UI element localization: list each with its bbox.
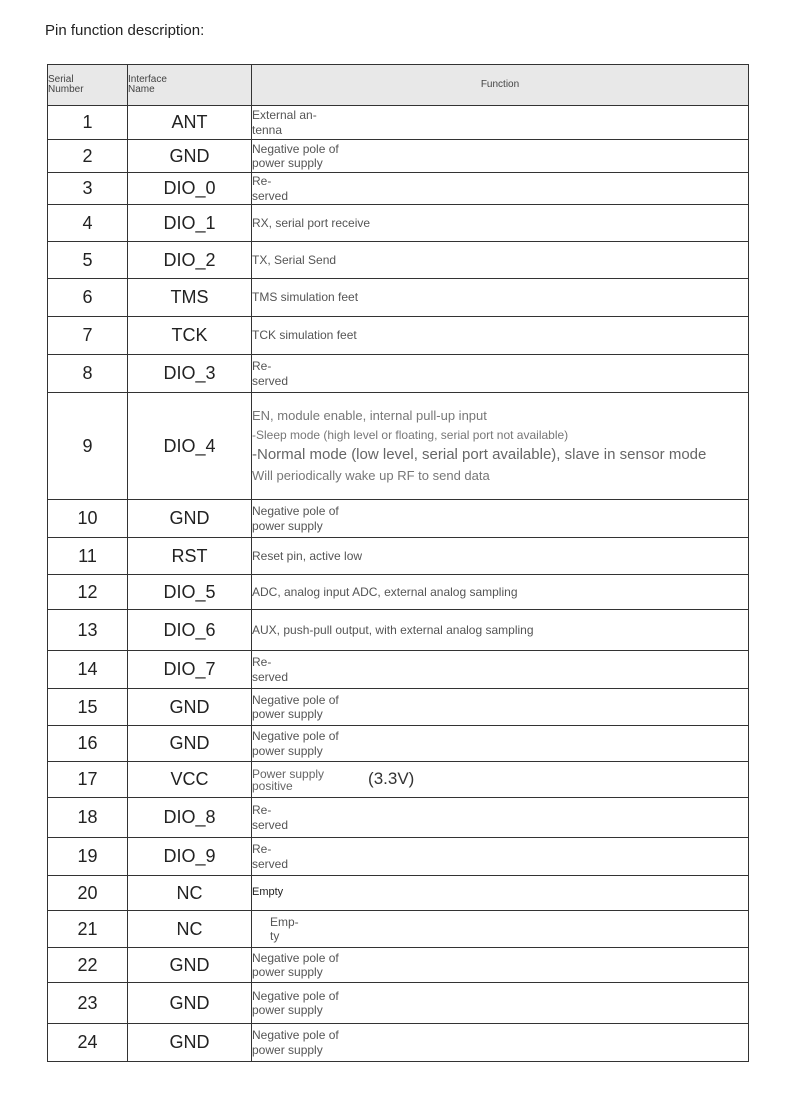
- serial-number: 1: [48, 106, 128, 140]
- interface-name: GND: [128, 948, 252, 983]
- function-text: TX, Serial Send: [252, 242, 749, 279]
- function-text: Re- served: [252, 651, 749, 689]
- serial-number: 20: [48, 876, 128, 911]
- interface-name: DIO_2: [128, 242, 252, 279]
- table-row: [48, 355, 749, 393]
- function-text: Negative pole of power supply: [252, 140, 749, 173]
- interface-name: GND: [128, 140, 252, 173]
- table-row: [48, 317, 749, 355]
- interface-name: ANT: [128, 106, 252, 140]
- function-text: Negative pole of power supply: [252, 948, 749, 983]
- interface-name: TCK: [128, 317, 252, 355]
- function-text: RX, serial port receive: [252, 205, 749, 242]
- table-row: [48, 838, 749, 876]
- serial-number: 15: [48, 689, 128, 726]
- table-row: [48, 538, 749, 575]
- interface-name: GND: [128, 983, 252, 1024]
- function-text: TCK simulation feet: [252, 317, 749, 355]
- serial-number: 5: [48, 242, 128, 279]
- table-row: [48, 393, 749, 500]
- table-row: [48, 651, 749, 689]
- header-serial-number: Serial Number: [48, 65, 128, 106]
- interface-name: DIO_8: [128, 798, 252, 838]
- table-row: [48, 205, 749, 242]
- serial-number: 13: [48, 610, 128, 651]
- table-row: [48, 610, 749, 651]
- table-row: [48, 140, 749, 173]
- interface-name: DIO_3: [128, 355, 252, 393]
- header-interface-name: Interface Name: [128, 65, 252, 106]
- header-function: Function: [252, 65, 749, 106]
- table-row: [48, 575, 749, 610]
- serial-number: 22: [48, 948, 128, 983]
- interface-name: RST: [128, 538, 252, 575]
- serial-number: 9: [48, 393, 128, 500]
- function-text: Negative pole of power supply: [252, 689, 749, 726]
- table-row: [48, 173, 749, 205]
- function-text: Emp- ty: [252, 911, 749, 948]
- serial-number: 21: [48, 911, 128, 948]
- function-text: Empty: [252, 876, 749, 911]
- function-text: Re- served: [252, 798, 749, 838]
- serial-number: 14: [48, 651, 128, 689]
- function-text: ADC, analog input ADC, external analog sampling: [252, 575, 749, 610]
- interface-name: NC: [128, 911, 252, 948]
- function-text: Reset pin, active low: [252, 538, 749, 575]
- interface-name: NC: [128, 876, 252, 911]
- interface-name: TMS: [128, 279, 252, 317]
- serial-number: 3: [48, 173, 128, 205]
- serial-number: 16: [48, 726, 128, 762]
- interface-name: DIO_9: [128, 838, 252, 876]
- table-row: [48, 689, 749, 726]
- function-text: EN, module enable, internal pull-up input -Sleep mode (high level or floating, serial port not available) -Normal mode (low level, serial port available), slave in sensor mode Will periodically wake up RF to send data: [252, 393, 749, 500]
- serial-number: 18: [48, 798, 128, 838]
- serial-number: 24: [48, 1024, 128, 1062]
- serial-number: 4: [48, 205, 128, 242]
- interface-name: GND: [128, 689, 252, 726]
- table-row: [48, 242, 749, 279]
- table-row: [48, 948, 749, 983]
- serial-number: 2: [48, 140, 128, 173]
- serial-number: 17: [48, 762, 128, 798]
- function-text: Negative pole of power supply: [252, 726, 749, 762]
- function-text: Re- served: [252, 355, 749, 393]
- pin-function-table: [47, 64, 749, 1062]
- serial-number: 10: [48, 500, 128, 538]
- table-row: [48, 876, 749, 911]
- function-text: AUX, push-pull output, with external analog sampling: [252, 610, 749, 651]
- serial-number: 23: [48, 983, 128, 1024]
- interface-name: GND: [128, 726, 252, 762]
- interface-name: DIO_4: [128, 393, 252, 500]
- function-text: Negative pole of power supply: [252, 500, 749, 538]
- table-row: [48, 798, 749, 838]
- function-text: Negative pole of power supply: [252, 1024, 749, 1062]
- function-text: Negative pole of power supply: [252, 983, 749, 1024]
- interface-name: GND: [128, 500, 252, 538]
- interface-name: DIO_7: [128, 651, 252, 689]
- table-row: [48, 279, 749, 317]
- function-text: External an- tenna: [252, 106, 749, 140]
- function-text: Re- served: [252, 838, 749, 876]
- interface-name: DIO_6: [128, 610, 252, 651]
- serial-number: 8: [48, 355, 128, 393]
- table-row: [48, 106, 749, 140]
- table-row: [48, 762, 749, 798]
- table-row: [48, 1024, 749, 1062]
- serial-number: 11: [48, 538, 128, 575]
- interface-name: VCC: [128, 762, 252, 798]
- interface-name: DIO_5: [128, 575, 252, 610]
- serial-number: 19: [48, 838, 128, 876]
- interface-name: GND: [128, 1024, 252, 1062]
- table-row: [48, 500, 749, 538]
- serial-number: 12: [48, 575, 128, 610]
- table-row: [48, 911, 749, 948]
- serial-number: 6: [48, 279, 128, 317]
- table-header-row: [48, 65, 749, 106]
- page-title: Pin function description:: [45, 22, 205, 39]
- table-row: [48, 726, 749, 762]
- interface-name: DIO_1: [128, 205, 252, 242]
- table-row: [48, 983, 749, 1024]
- function-text: Re- served: [252, 173, 749, 205]
- function-text: TMS simulation feet: [252, 279, 749, 317]
- interface-name: DIO_0: [128, 173, 252, 205]
- serial-number: 7: [48, 317, 128, 355]
- function-text: Power supply positive (3.3V): [252, 762, 749, 798]
